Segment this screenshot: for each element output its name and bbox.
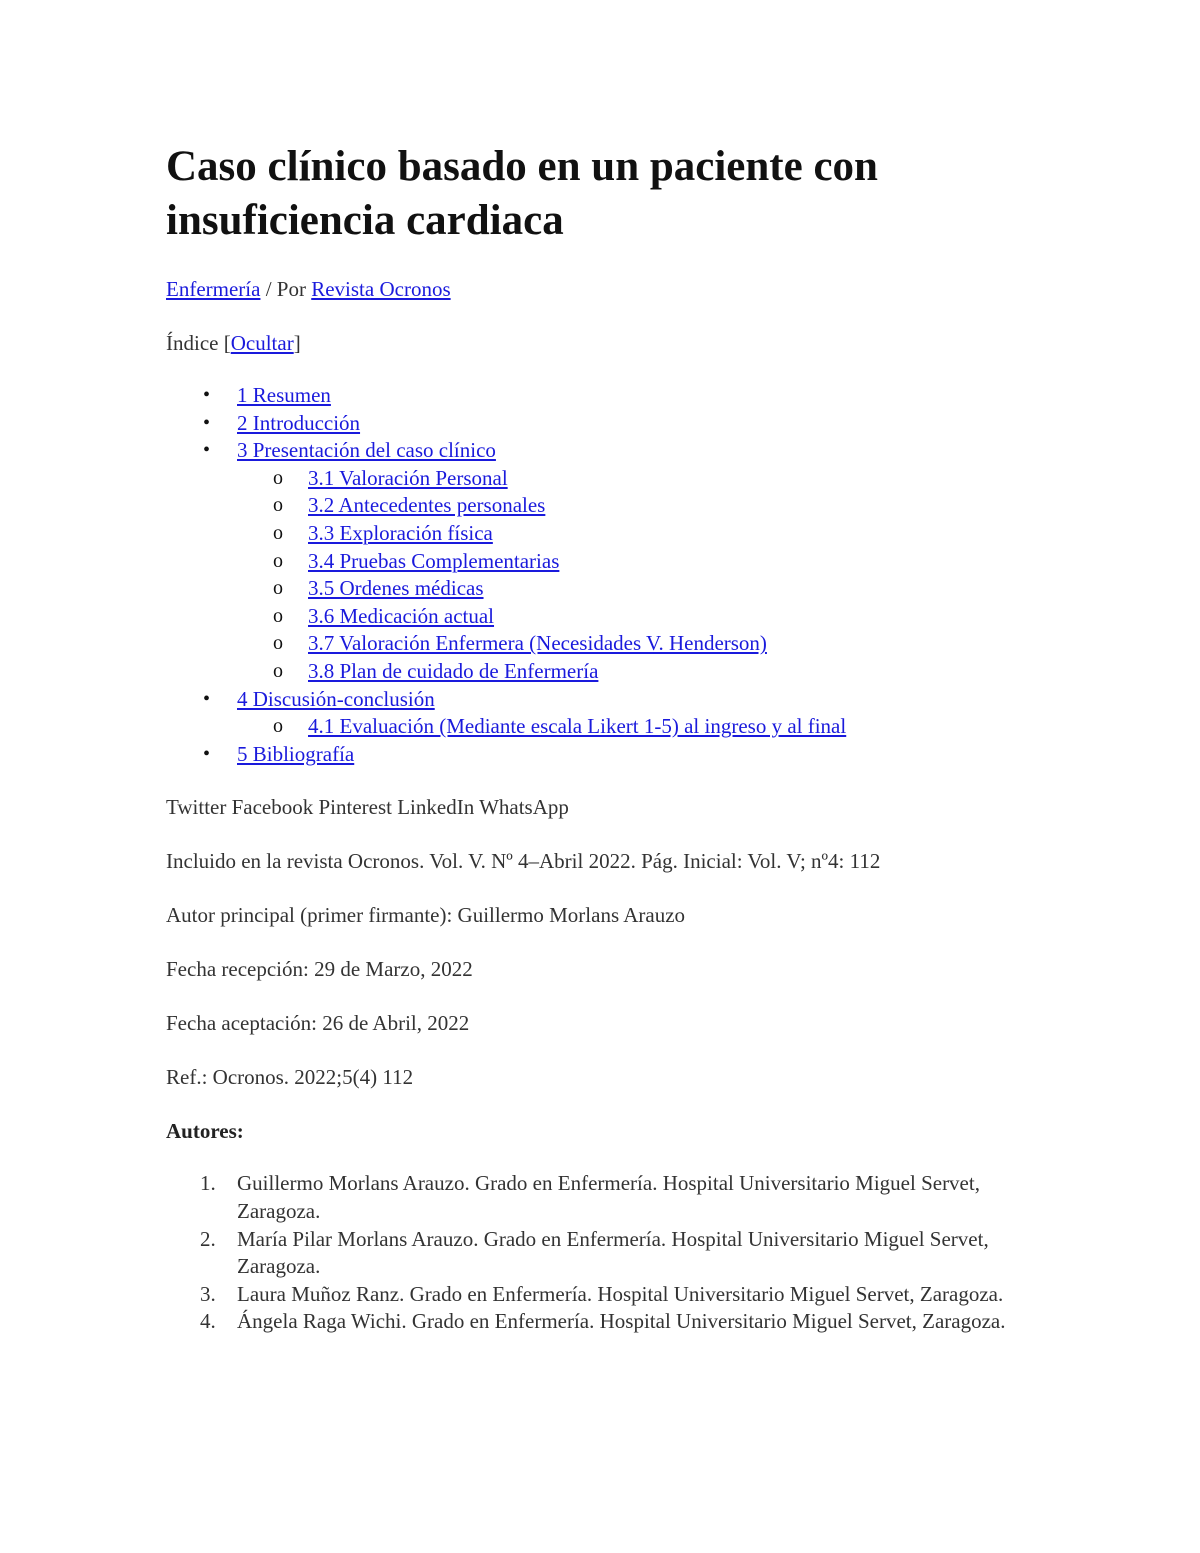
circle-bullet-icon: o bbox=[273, 715, 283, 738]
toc-sublink[interactable]: 3.7 Valoración Enfermera (Necesidades V. Henderson) bbox=[308, 631, 767, 656]
author-item bbox=[166, 1170, 1017, 1225]
bullet-icon: • bbox=[203, 687, 211, 710]
author-link[interactable]: Revista Ocronos bbox=[311, 277, 451, 301]
toc-item-introduccion bbox=[166, 410, 1046, 438]
toc-sublink[interactable]: 3.4 Pruebas Complementarias bbox=[308, 548, 560, 573]
toc-sublink[interactable]: 3.6 Medicación actual bbox=[308, 603, 495, 628]
authors-heading: Autores: bbox=[166, 1119, 244, 1144]
toc-subitem bbox=[166, 575, 1046, 603]
toc-sublist bbox=[237, 465, 1046, 686]
received-date: Fecha recepción: 29 de Marzo, 2022 bbox=[166, 957, 473, 982]
byline-separator: / Por bbox=[260, 277, 312, 301]
circle-bullet-icon: o bbox=[273, 659, 283, 682]
toc-link[interactable]: 1 Resumen bbox=[237, 383, 331, 407]
circle-bullet-icon: o bbox=[273, 577, 283, 600]
toc-sublink[interactable]: 4.1 Evaluación (Mediante escala Likert 1-5) al ingreso y al final bbox=[308, 714, 847, 739]
toc-item-resumen bbox=[166, 382, 1046, 410]
share-links: Twitter Facebook Pinterest LinkedIn WhatsApp bbox=[166, 795, 569, 820]
circle-bullet-icon: o bbox=[273, 494, 283, 517]
bullet-icon: • bbox=[203, 742, 211, 765]
author-number: 1. bbox=[200, 1171, 216, 1196]
toc-subitem bbox=[166, 492, 1046, 520]
circle-bullet-icon: o bbox=[273, 632, 283, 655]
toc-link[interactable]: 5 Bibliografía bbox=[237, 741, 355, 766]
toc-item-discusion bbox=[166, 686, 1046, 741]
toc-sublink[interactable]: 3.5 Ordenes médicas bbox=[308, 576, 484, 601]
reference: Ref.: Ocronos. 2022;5(4) 112 bbox=[166, 1065, 414, 1090]
author-number: 2. bbox=[200, 1226, 216, 1251]
bullet-icon: • bbox=[203, 411, 211, 434]
toc-subitem bbox=[166, 713, 1046, 741]
bullet-icon: • bbox=[203, 384, 211, 406]
main-author: Autor principal (primer firmante): Guillermo Morlans Arauzo bbox=[166, 903, 686, 928]
byline bbox=[166, 274, 1046, 304]
toc-link[interactable]: 2 Introducción bbox=[237, 410, 361, 435]
circle-bullet-icon: o bbox=[273, 604, 283, 627]
circle-bullet-icon: o bbox=[273, 549, 283, 572]
toc-sublist bbox=[237, 713, 1046, 741]
toc-sublink[interactable]: 3.3 Exploración física bbox=[308, 520, 493, 545]
toc-subitem bbox=[166, 658, 1046, 686]
toc-subitem bbox=[166, 548, 1046, 576]
bullet-icon: • bbox=[203, 439, 211, 462]
author-text: Guillermo Morlans Arauzo. Grado en Enfermería. Hospital Universitario Miguel Servet, Zaragoza. bbox=[237, 1171, 980, 1223]
toc-link[interactable]: 3 Presentación del caso clínico bbox=[237, 438, 496, 463]
toc-subitem bbox=[166, 465, 1046, 493]
toc-hide-toggle[interactable]: Ocultar bbox=[230, 331, 294, 355]
author-text: María Pilar Morlans Arauzo. Grado en Enfermería. Hospital Universitario Miguel Servet, Zaragoza. bbox=[237, 1226, 989, 1279]
category-link[interactable]: Enfermería bbox=[166, 277, 261, 301]
authors-list bbox=[166, 1170, 1046, 1336]
toc-item-bibliografia bbox=[166, 741, 1046, 769]
toc-item-presentacion bbox=[166, 437, 1046, 685]
author-number: 3. bbox=[200, 1281, 216, 1306]
table-of-contents bbox=[166, 382, 1046, 768]
accepted-date: Fecha aceptación: 26 de Abril, 2022 bbox=[166, 1011, 470, 1036]
toc-sublink[interactable]: 3.8 Plan de cuidado de Enfermería bbox=[308, 658, 599, 683]
toc-subitem bbox=[166, 520, 1046, 548]
circle-bullet-icon: o bbox=[273, 521, 283, 544]
article-title: Caso clínico basado en un paciente con insuficiencia cardiaca bbox=[166, 143, 878, 244]
author-item bbox=[166, 1226, 1017, 1281]
author-item bbox=[166, 1281, 1017, 1309]
author-number: 4. bbox=[200, 1309, 216, 1334]
author-text: Ángela Raga Wichi. Grado en Enfermería. Hospital Universitario Miguel Servet, Zaragoza. bbox=[237, 1309, 1006, 1334]
journal-info: Incluido en la revista Ocronos. Vol. V. Nº 4–Abril 2022. Pág. Inicial: Vol. V; nº4: 112 bbox=[166, 849, 881, 874]
toc-subitem bbox=[166, 603, 1046, 631]
toc-label: Índice [ bbox=[166, 331, 231, 355]
toc-sublink[interactable]: 3.1 Valoración Personal bbox=[308, 465, 508, 490]
toc-label-close: ] bbox=[293, 331, 301, 355]
circle-bullet-icon: o bbox=[273, 466, 283, 489]
toc-header bbox=[166, 328, 1046, 358]
author-item bbox=[166, 1308, 1017, 1336]
toc-sublink[interactable]: 3.2 Antecedentes personales bbox=[308, 493, 546, 518]
toc-subitem bbox=[166, 630, 1046, 658]
toc-link[interactable]: 4 Discusión-conclusión bbox=[237, 686, 435, 711]
author-text: Laura Muñoz Ranz. Grado en Enfermería. Hospital Universitario Miguel Servet, Zaragoza. bbox=[237, 1281, 1004, 1306]
article-page bbox=[166, 140, 1046, 1336]
